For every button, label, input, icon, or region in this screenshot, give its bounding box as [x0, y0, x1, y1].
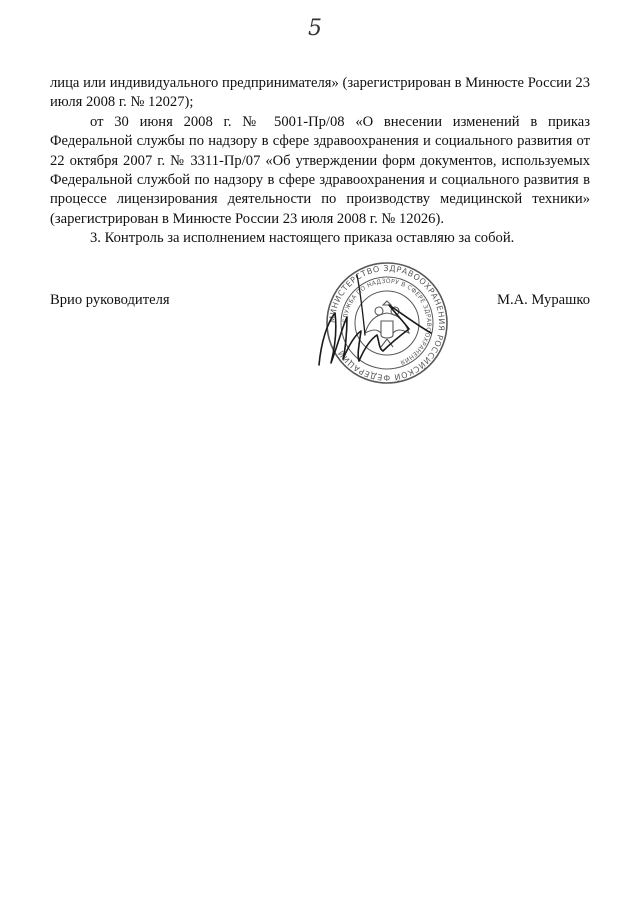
- paragraph-continuation: лица или индивидуального предпринимателя» (зарегистрирован в Минюсте России 23 июля 2008 г. № 12027);: [50, 75, 590, 111]
- svg-text:МИНИСТЕРСТВО ЗДРАВООХРАНЕНИЯ Р: МИНИСТЕРСТВО ЗДРАВООХРАНЕНИЯ РОССИЙСКОЙ ФЕДЕРАЦИИ: [327, 263, 447, 383]
- signatory-name: М.А. Мурашко: [496, 292, 590, 308]
- paragraph-control-clause: 3. Контроль за исполнением настоящего приказа оставляю за собой.: [90, 230, 515, 247]
- document-body: [50, 74, 590, 249]
- page-number: 5: [308, 16, 322, 41]
- paragraph-order-amendment: от 30 июня 2008 г. № 5001-Пр/08 «О внесении изменений в приказ Федеральной службы по надзору в сфере здравоохранения и социального развития от 22 октября 2007 г. № 3311-Пр/07 «Об утверждении форм документов, используемых Федеральной службой по надзору в сфере здравоохранения и социального развития в процессе лицензирования деятельности по производству медицинской техники» (зарегистрирован в Минюсте России 23 июля 2008 г. № 12026).: [50, 113, 590, 227]
- svg-text:СЛУЖБА ПО НАДЗОРУ В СФЕРЕ ЗДРА: СЛУЖБА ПО НАДЗОРУ В СФЕРЕ ЗДРАВООХРАНЕНИЯ: [341, 277, 433, 366]
- signatory-title: Врио руководителя: [50, 292, 170, 308]
- seal-and-signature: [305, 255, 495, 385]
